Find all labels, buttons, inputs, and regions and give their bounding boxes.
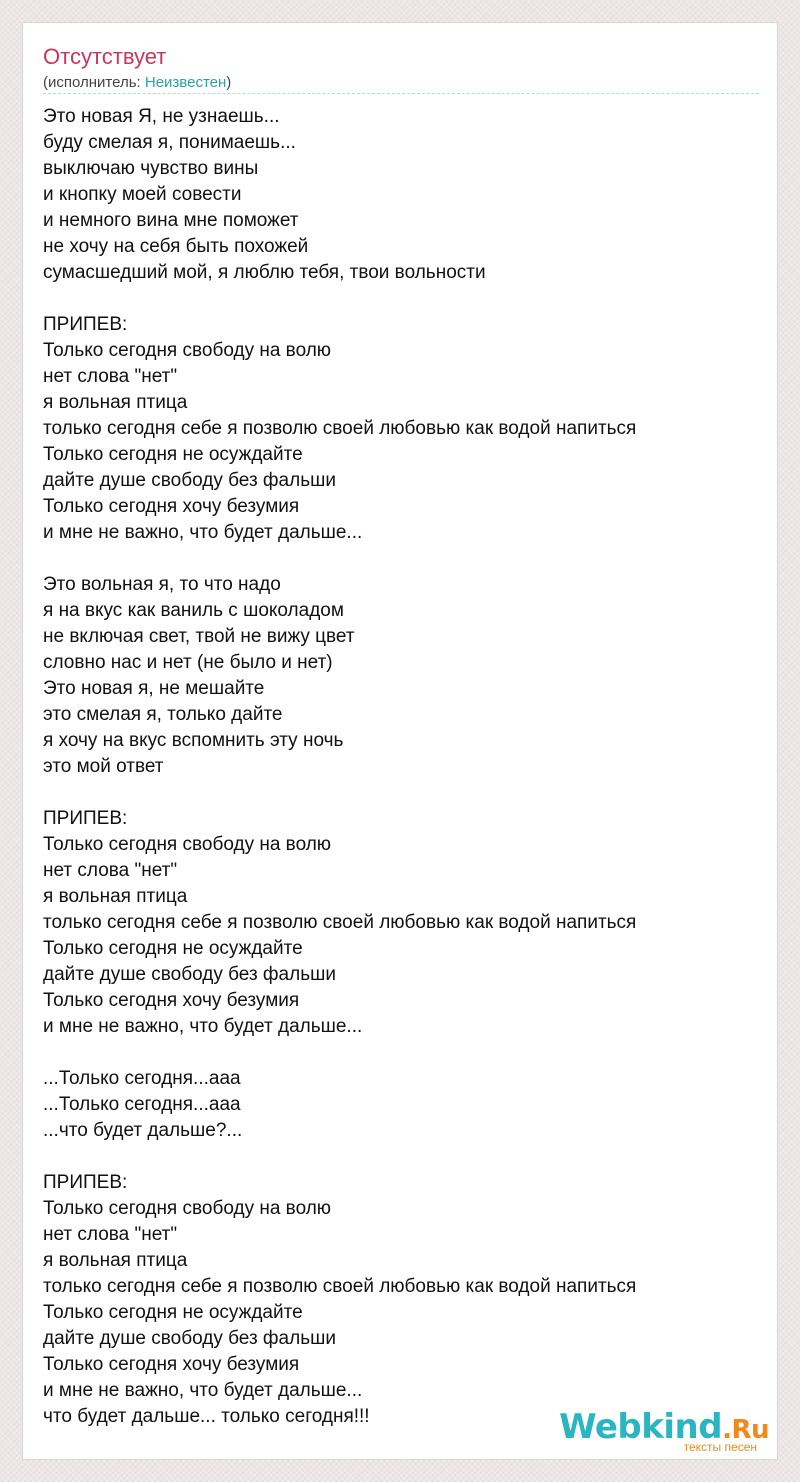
lyrics-line: Только сегодня не осуждайте <box>43 938 303 959</box>
lyrics-line: и мне не важно, что будет дальше... <box>43 522 363 543</box>
artist-prefix: (исполнитель: <box>43 74 145 91</box>
title-divider <box>43 93 759 94</box>
lyrics-line: только сегодня себе я позволю своей любовью как водой напиться <box>43 418 637 439</box>
song-title: Отсутствует <box>43 44 167 69</box>
lyrics-line: Только сегодня хочу безумия <box>43 496 300 517</box>
lyrics-line: Только сегодня свободу на волю <box>43 340 332 361</box>
lyrics-line: только сегодня себе я позволю своей любовью как водой напиться <box>43 912 637 933</box>
lyrics-line: дайте душе свободу без фальши <box>43 470 336 491</box>
lyrics-line: и немного вина мне поможет <box>43 210 299 231</box>
lyrics-line: ...Только сегодня...ааа <box>43 1094 241 1115</box>
lyrics-line: Это новая я, не мешайте <box>43 678 265 699</box>
lyrics-line: Только сегодня свободу на волю <box>43 1198 332 1219</box>
lyrics-line: Только сегодня не осуждайте <box>43 444 303 465</box>
lyrics-line: дайте душе свободу без фальши <box>43 1328 336 1349</box>
lyrics-blank-line <box>43 286 759 312</box>
lyrics-line: дайте душе свободу без фальши <box>43 964 336 985</box>
lyrics-line: Только сегодня хочу безумия <box>43 990 300 1011</box>
lyrics-text <box>43 104 759 1430</box>
lyrics-line: нет слова "нет" <box>43 1224 178 1245</box>
lyrics-line: сумасшедший мой, я люблю тебя, твои вольности <box>43 262 486 283</box>
lyrics-line: я на вкус как ваниль с шоколадом <box>43 600 344 621</box>
lyrics-line: и мне не важно, что будет дальше... <box>43 1380 363 1401</box>
lyrics-card <box>22 22 778 1460</box>
webkind-logo[interactable] <box>559 1407 769 1454</box>
lyrics-line: Только сегодня хочу безумия <box>43 1354 300 1375</box>
lyrics-line: Это вольная я, то что надо <box>43 574 281 595</box>
lyrics-line: Только сегодня свободу на волю <box>43 834 332 855</box>
lyrics-line: Это новая Я, не узнаешь... <box>43 106 280 127</box>
lyrics-line: не включая свет, твой не вижу цвет <box>43 626 355 647</box>
logo-word: Webkind <box>559 1407 723 1447</box>
lyrics-blank-line <box>43 780 759 806</box>
lyrics-line: только сегодня себе я позволю своей любовью как водой напиться <box>43 1276 637 1297</box>
artist-link[interactable]: Неизвестен <box>144 74 227 91</box>
lyrics-blank-line <box>43 546 759 572</box>
lyrics-line: выключаю чувство вины <box>43 158 259 179</box>
lyrics-line: и кнопку моей совести <box>43 184 242 205</box>
lyrics-line: я хочу на вкус вспомнить эту ночь <box>43 730 344 751</box>
artist-line <box>43 73 231 93</box>
lyrics-blank-line <box>43 1040 759 1066</box>
lyrics-line: ПРИПЕВ: <box>43 1172 128 1193</box>
lyrics-line: ...что будет дальше?... <box>43 1120 243 1141</box>
lyrics-line: я вольная птица <box>43 392 188 413</box>
lyrics-line: что будет дальше... только сегодня!!! <box>43 1406 370 1427</box>
lyrics-line: и мне не важно, что будет дальше... <box>43 1016 363 1037</box>
artist-suffix: ) <box>226 74 232 91</box>
lyrics-line: нет слова "нет" <box>43 860 178 881</box>
lyrics-line: ПРИПЕВ: <box>43 808 128 829</box>
lyrics-line: это мой ответ <box>43 756 164 777</box>
lyrics-line: буду смелая я, понимаешь... <box>43 132 296 153</box>
logo-tld: .Ru <box>722 1415 769 1445</box>
lyrics-line: я вольная птица <box>43 1250 188 1271</box>
lyrics-line: Только сегодня не осуждайте <box>43 1302 303 1323</box>
lyrics-line: ПРИПЕВ: <box>43 314 128 335</box>
lyrics-blank-line <box>43 1144 759 1170</box>
lyrics-line: не хочу на себя быть похожей <box>43 236 309 257</box>
lyrics-line: словно нас и нет (не было и нет) <box>43 652 333 673</box>
logo-tagline: тексты песен <box>683 1440 757 1454</box>
lyrics-line: нет слова "нет" <box>43 366 178 387</box>
lyrics-line: это смелая я, только дайте <box>43 704 283 725</box>
lyrics-line: я вольная птица <box>43 886 188 907</box>
lyrics-line: ...Только сегодня...ааа <box>43 1068 241 1089</box>
